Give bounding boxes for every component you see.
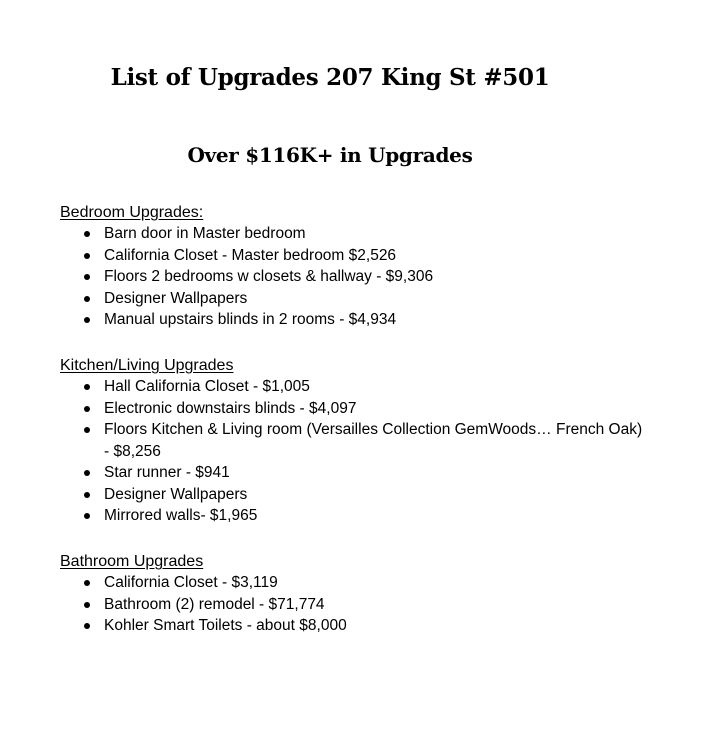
list-item bbox=[60, 615, 650, 637]
bullet-icon bbox=[84, 513, 90, 519]
list-item-text: Floors Kitchen & Living room (Versailles Collection GemWoods… French Oak) - $8,256 bbox=[104, 421, 643, 460]
list-item bbox=[60, 572, 650, 594]
list-item-text: Bathroom (2) remodel - $71,774 bbox=[104, 595, 325, 613]
list-item bbox=[60, 398, 650, 420]
upgrade-list bbox=[60, 223, 650, 331]
list-item-text: Mirrored walls- $1,965 bbox=[104, 507, 258, 524]
list-item-text: Barn door in Master bedroom bbox=[104, 225, 306, 242]
list-item-text: Kohler Smart Toilets - about $8,000 bbox=[104, 617, 347, 634]
bullet-icon bbox=[84, 492, 90, 498]
bullet-icon bbox=[84, 231, 90, 237]
section-heading: Bathroom Upgrades bbox=[60, 553, 204, 570]
list-item bbox=[60, 419, 650, 462]
document-subtitle: Over $116K+ in Upgrades bbox=[187, 143, 473, 167]
bullet-icon bbox=[84, 427, 90, 433]
list-item bbox=[60, 288, 650, 310]
section-bedroom-upgrades bbox=[60, 202, 650, 331]
bullet-icon bbox=[84, 274, 90, 280]
bullet-icon bbox=[84, 317, 90, 323]
section-heading: Kitchen/Living Upgrades bbox=[60, 357, 234, 374]
bullet-icon bbox=[84, 406, 90, 412]
list-item-text: Floors 2 bedrooms w closets & hallway - $9,306 bbox=[104, 268, 434, 285]
list-item bbox=[60, 484, 650, 506]
list-item bbox=[60, 245, 650, 267]
bullet-icon bbox=[84, 602, 90, 608]
list-item-text: California Closet - Master bedroom $2,526 bbox=[104, 246, 397, 264]
bullet-icon bbox=[84, 296, 90, 302]
list-item bbox=[60, 462, 650, 484]
list-item-text: Electronic downstairs blinds - $4,097 bbox=[104, 399, 357, 417]
list-item bbox=[60, 223, 650, 245]
list-item bbox=[60, 376, 650, 398]
list-item bbox=[60, 266, 650, 288]
list-item bbox=[60, 594, 650, 616]
list-item-text: Manual upstairs blinds in 2 rooms - $4,934 bbox=[104, 311, 397, 328]
list-item-text: Designer Wallpapers bbox=[104, 485, 248, 503]
document-title: List of Upgrades 207 King St #501 bbox=[110, 64, 550, 91]
bullet-icon bbox=[84, 470, 90, 476]
upgrade-list bbox=[60, 376, 650, 527]
bullet-icon bbox=[84, 384, 90, 390]
list-item bbox=[60, 309, 650, 331]
list-item-text: Hall California Closet - $1,005 bbox=[104, 378, 310, 395]
bullet-icon bbox=[84, 253, 90, 259]
list-item bbox=[60, 505, 650, 527]
bullet-icon bbox=[84, 623, 90, 629]
bullet-icon bbox=[84, 580, 90, 586]
list-item-text: California Closet - $3,119 bbox=[104, 574, 278, 591]
section-kitchen-living-upgrades bbox=[60, 355, 650, 527]
section-bathroom-upgrades bbox=[60, 551, 650, 637]
upgrade-list bbox=[60, 572, 650, 637]
list-item-text: Designer Wallpapers bbox=[104, 289, 248, 307]
section-heading: Bedroom Upgrades: bbox=[60, 204, 204, 221]
list-item-text: Star runner - $941 bbox=[104, 464, 230, 481]
